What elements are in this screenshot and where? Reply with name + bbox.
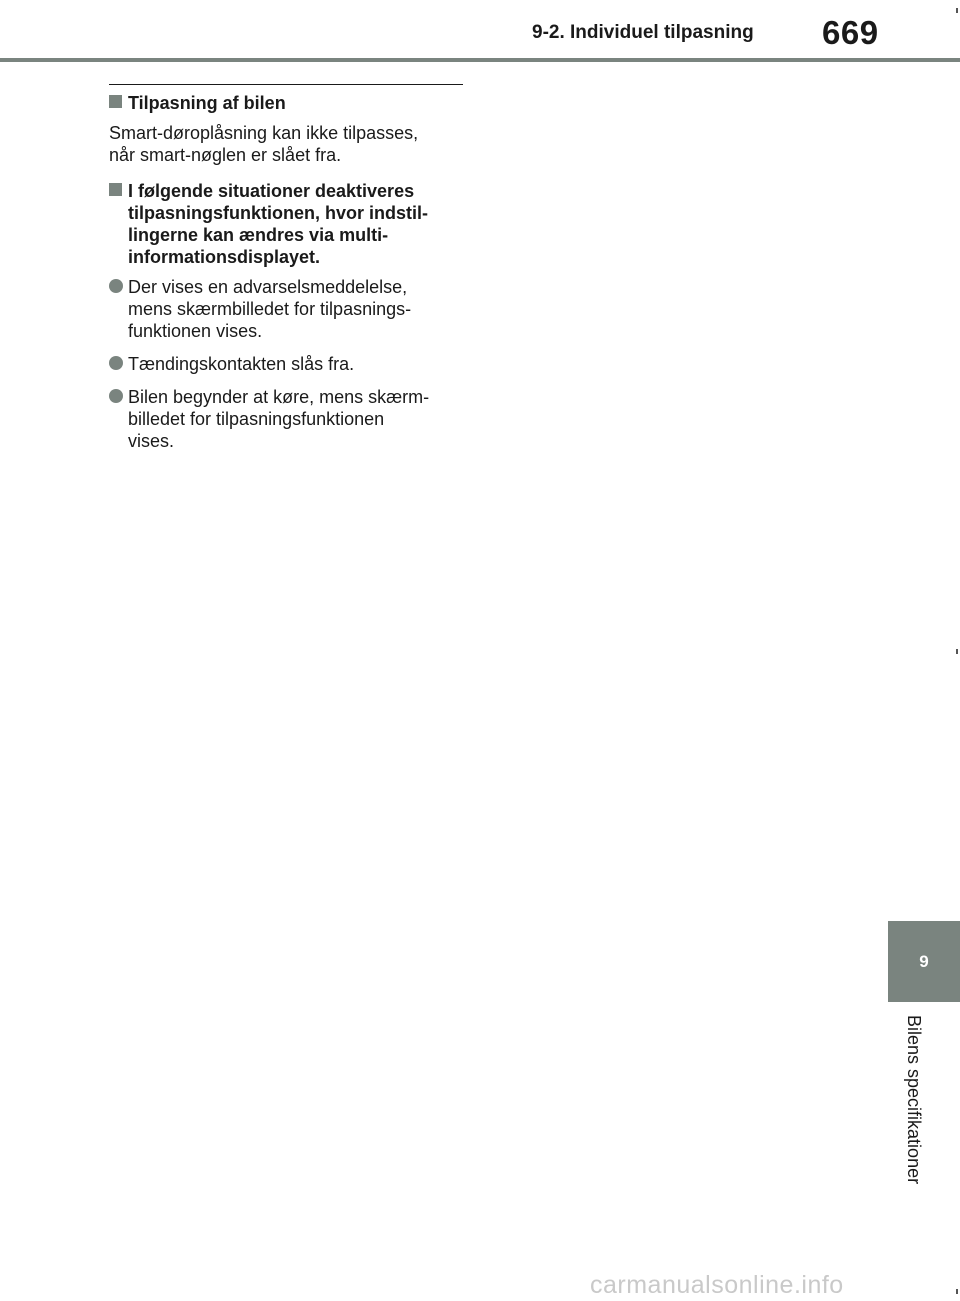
list-item — [109, 386, 463, 452]
chapter-tab[interactable] — [888, 921, 960, 1002]
crop-mark — [956, 649, 958, 654]
section-divider — [109, 84, 463, 85]
header-divider — [0, 58, 960, 62]
subsection-heading — [109, 180, 463, 268]
round-bullet-icon — [109, 389, 123, 403]
heading-text: Tilpasning af bilen — [128, 93, 286, 113]
square-bullet-icon — [109, 95, 122, 108]
chapter-label: Bilens specifikationer — [904, 1015, 924, 1185]
subsection-heading — [109, 92, 463, 114]
main-content — [109, 84, 463, 463]
round-bullet-icon — [109, 279, 123, 293]
body-paragraph: Smart-døroplåsning kan ikke tilpasses, når smart-nøglen er slået fra. — [109, 123, 419, 165]
list-item — [109, 353, 463, 375]
square-bullet-icon — [109, 183, 122, 196]
section-title: 9-2. Individuel tilpasning — [532, 22, 754, 43]
watermark: carmanualsonline.info — [590, 1271, 844, 1299]
page-number: 669 — [822, 14, 879, 51]
list-item-text: Bilen begynder at køre, mens skærm- billedet for tilpasningsfunktionen vises. — [128, 387, 430, 451]
heading-text: I følgende situationer deaktiveres tilpasningsfunktionen, hvor indstil- lingerne kan ændres via multi- informationsdisplayet. — [128, 181, 428, 267]
crop-mark — [956, 8, 958, 13]
crop-mark — [956, 1289, 958, 1294]
list-item-text: Tændingskontakten slås fra. — [128, 354, 355, 374]
chapter-number: 9 — [919, 951, 929, 971]
list-item — [109, 276, 463, 342]
list-item-text: Der vises en advarselsmeddelelse, mens skærmbilledet for tilpasnings- funktionen vises. — [128, 277, 412, 341]
round-bullet-icon — [109, 356, 123, 370]
